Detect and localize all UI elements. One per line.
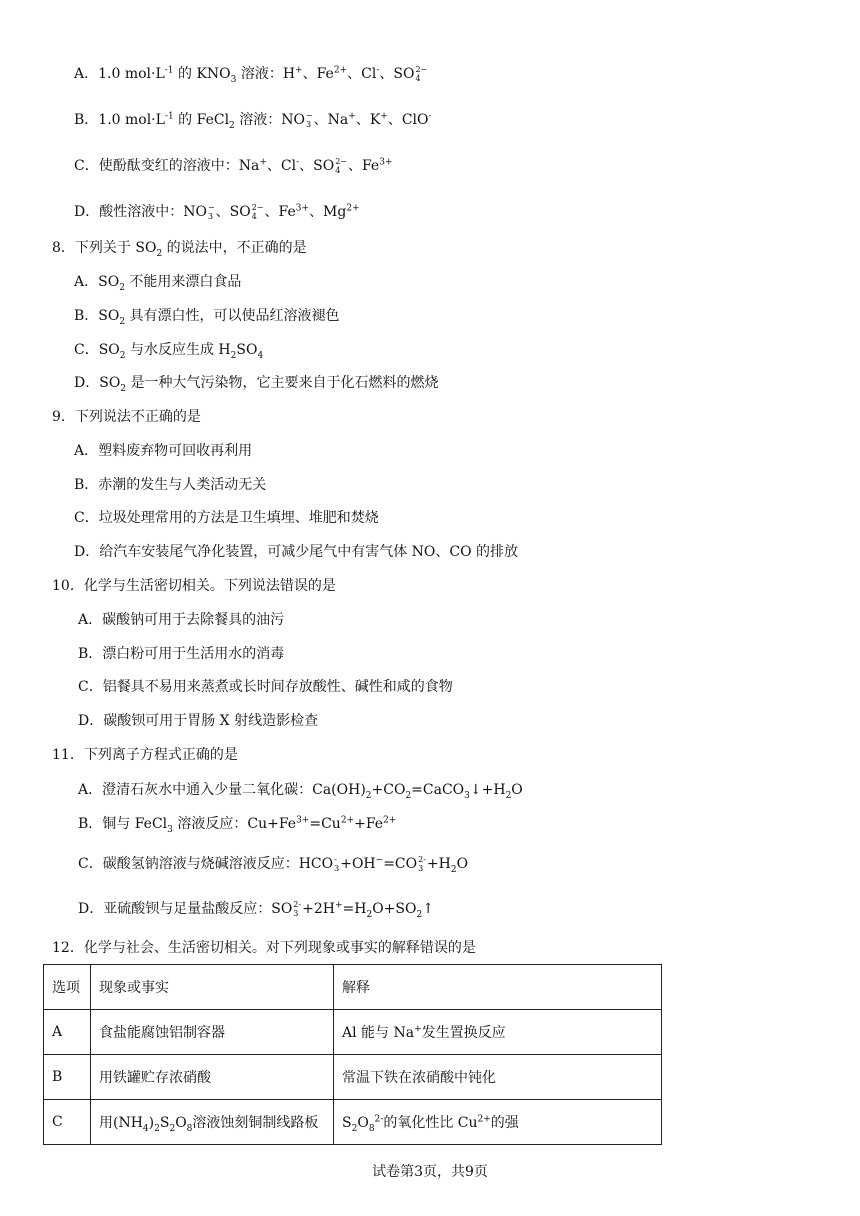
row-fact: 用铁罐贮存浓硝酸 <box>91 1055 334 1100</box>
text: 、Cl <box>347 66 377 82</box>
sup: + <box>380 111 388 122</box>
sup: 3+ <box>379 157 393 168</box>
sup: - <box>296 157 300 168</box>
text: D．SO <box>74 375 121 391</box>
row-option: A <box>44 1010 91 1055</box>
row-explanation: $S_2O_8^{2-}$的氧化性比 $Cu^{2+}$的强 <box>334 1100 662 1145</box>
sub: 2 <box>450 864 457 875</box>
text: +Fe <box>354 816 384 832</box>
q8-option-c <box>74 340 263 360</box>
q11-option-d <box>78 899 434 919</box>
q10-option-c: C．铝餐具不易用来蒸煮或长时间存放酸性、碱性和咸的食物 <box>78 679 453 695</box>
text: A．澄清石灰水中通入少量二氧化碳：Ca(OH) <box>78 782 366 798</box>
header-fact: 现象或事实 <box>91 965 334 1010</box>
q7-option-c <box>74 156 393 176</box>
stacked-script: 2- 3 <box>293 900 302 918</box>
text: 是一种大气污染物，它主要来自于化石燃料的燃烧 <box>126 375 439 391</box>
text: 、Fe <box>347 158 380 174</box>
text: 溶液：H <box>236 66 296 82</box>
q9-option-d: D．给汽车安装尾气净化装置，可减少尾气中有害气体 NO、CO 的排放 <box>74 544 519 560</box>
text: 的 FeCl <box>173 112 230 128</box>
sub: 2 <box>230 350 237 361</box>
q12-stem: 12．化学与社会、生活密切相关。对下列现象或事实的解释错误的是 <box>52 940 476 956</box>
q11-stem: 11．下列离子方程式正确的是 <box>52 747 238 763</box>
sup: - <box>376 65 380 76</box>
q11-option-b <box>78 814 396 834</box>
sub: 2 <box>156 248 163 259</box>
sub: 4 <box>257 350 264 361</box>
sup: - <box>428 111 432 122</box>
text: +H <box>426 856 451 872</box>
sup: 3+ <box>295 203 310 214</box>
sub: 3 <box>230 74 237 85</box>
sub: 2 <box>119 316 126 327</box>
text: 、Fe <box>302 66 334 82</box>
stacked-script: − 3 <box>207 203 215 221</box>
sub: 3 <box>167 824 173 835</box>
row-fact: 食盐能腐蚀铝制容器 <box>91 1010 334 1055</box>
header-option: 选项 <box>44 965 91 1010</box>
text: 、Cl <box>266 158 297 174</box>
q10-option-a: A．碳酸钠可用于去除餐具的油污 <box>78 612 285 628</box>
q7-option-d <box>74 202 360 222</box>
text: 具有漂白性，可以使品红溶液褪色 <box>125 308 340 324</box>
text: B．铜与 FeCl <box>78 816 168 832</box>
sup: 2+ <box>346 203 360 214</box>
sub: 2 <box>405 790 412 801</box>
stacked-script: - 3 <box>334 855 340 873</box>
text: 、K <box>355 112 381 128</box>
text: B．1.0 mol·L <box>74 112 165 128</box>
table-header-row <box>44 965 662 1010</box>
text: 的说法中，不正确的是 <box>162 240 307 256</box>
text: O <box>511 782 523 798</box>
q8-stem <box>52 238 307 258</box>
q10-option-d: D．碳酸钡可用于胃肠 X 射线造影检查 <box>78 713 319 729</box>
row-explanation: Al 能与 Na+发生置换反应 <box>334 1010 662 1055</box>
text: 与水反应生成 H <box>125 342 231 358</box>
text: B．SO <box>74 308 120 324</box>
stacked-script: 2− 4 <box>251 203 264 221</box>
q9-option-c: C．垃圾处理常用的方法是卫生填埋、堆肥和焚烧 <box>74 510 379 526</box>
table-row <box>44 1100 662 1145</box>
text: O+SO <box>372 901 417 917</box>
text: 溶液反应：Cu+Fe <box>172 816 297 832</box>
text: 、Na <box>313 112 349 128</box>
text: O <box>456 856 469 872</box>
text: 、SO <box>379 66 415 82</box>
q7-option-a <box>74 64 428 84</box>
text: +OH <box>340 856 376 872</box>
text: 的 KNO <box>173 66 231 82</box>
sup: + <box>259 157 267 168</box>
stacked-script: 2− 4 <box>415 65 428 83</box>
q9-option-b: B．赤潮的发生与人类活动无关 <box>74 477 267 493</box>
sup: -1 <box>164 111 174 122</box>
text: +CO <box>371 782 406 798</box>
q9-stem: 9．下列说法不正确的是 <box>52 409 201 425</box>
text: 、Fe <box>264 204 296 220</box>
sup: 2+ <box>340 815 355 826</box>
row-option: C <box>44 1100 91 1145</box>
text: 、ClO <box>387 112 429 128</box>
q10-stem: 10．化学与生活密切相关。下列说法错误的是 <box>52 578 336 594</box>
q8-option-d <box>74 373 438 393</box>
text: 、SO <box>299 158 335 174</box>
text: 不能用来漂白食品 <box>124 274 242 290</box>
header-explanation: 解释 <box>334 965 662 1010</box>
sup: + <box>334 900 343 911</box>
sup: 3+ <box>296 815 310 826</box>
text: D．亚硫酸钡与足量盐酸反应：SO <box>78 901 293 917</box>
text: =Cu <box>309 816 341 832</box>
q11-option-a <box>78 780 523 800</box>
table-row <box>44 1010 662 1055</box>
text: 溶液：NO <box>234 112 305 128</box>
sub: 2 <box>120 383 127 394</box>
text: ↓+H <box>469 782 506 798</box>
q10-option-b: B．漂白粉可用于生活用水的消毒 <box>78 646 285 662</box>
sub: 2 <box>366 909 373 920</box>
stacked-script: 2− 4 <box>335 157 347 175</box>
q8-option-a <box>74 272 241 292</box>
text: SO <box>236 342 258 358</box>
page-footer: 试卷第3页，共9页 <box>372 1164 488 1180</box>
text: C．碳酸氢钠溶液与烧碱溶液反应：HCO <box>78 856 334 872</box>
row-explanation: 常温下铁在浓硝酸中钝化 <box>334 1055 662 1100</box>
text: =CO <box>383 856 418 872</box>
sup: + <box>348 111 356 122</box>
sub: 2 <box>365 790 372 801</box>
table-row <box>44 1055 662 1100</box>
sub: 2 <box>119 350 126 361</box>
row-option: B <box>44 1055 91 1100</box>
text: =CaCO <box>411 782 465 798</box>
stacked-script: − 3 <box>305 111 313 129</box>
sup: + <box>295 65 303 76</box>
sub: 2 <box>505 790 512 801</box>
text: 、SO <box>215 204 251 220</box>
q9-option-a: A．塑料废弃物可回收再利用 <box>74 443 253 459</box>
q7-option-b <box>74 110 432 130</box>
q12-table <box>43 964 662 1145</box>
text: ↑ <box>422 901 434 917</box>
text: A．1.0 mol·L <box>74 66 165 82</box>
text: +2H <box>302 901 335 917</box>
text: A．SO <box>74 274 120 290</box>
sup: 2+ <box>383 815 397 826</box>
text: C．SO <box>74 342 120 358</box>
sup: -1 <box>164 65 174 76</box>
sup: 2+ <box>333 65 348 76</box>
text: 、Mg <box>309 204 347 220</box>
sub: 2 <box>416 909 423 920</box>
sub: 3 <box>464 790 470 801</box>
text: C．使酚酞变红的溶液中：Na <box>74 158 260 174</box>
row-fact: 用$(NH_4)_2S_2O_8$溶液蚀刻铜制线路板 <box>91 1100 334 1145</box>
q8-option-b <box>74 306 340 326</box>
text: 8．下列关于 SO <box>52 240 157 256</box>
sup: − <box>375 855 384 866</box>
sub: 2 <box>119 282 125 293</box>
text: D．酸性溶液中：NO <box>74 204 207 220</box>
stacked-script: 2- 3 <box>418 855 426 873</box>
sub: 2 <box>229 120 235 131</box>
q11-option-c <box>78 854 468 874</box>
text: =H <box>342 901 367 917</box>
